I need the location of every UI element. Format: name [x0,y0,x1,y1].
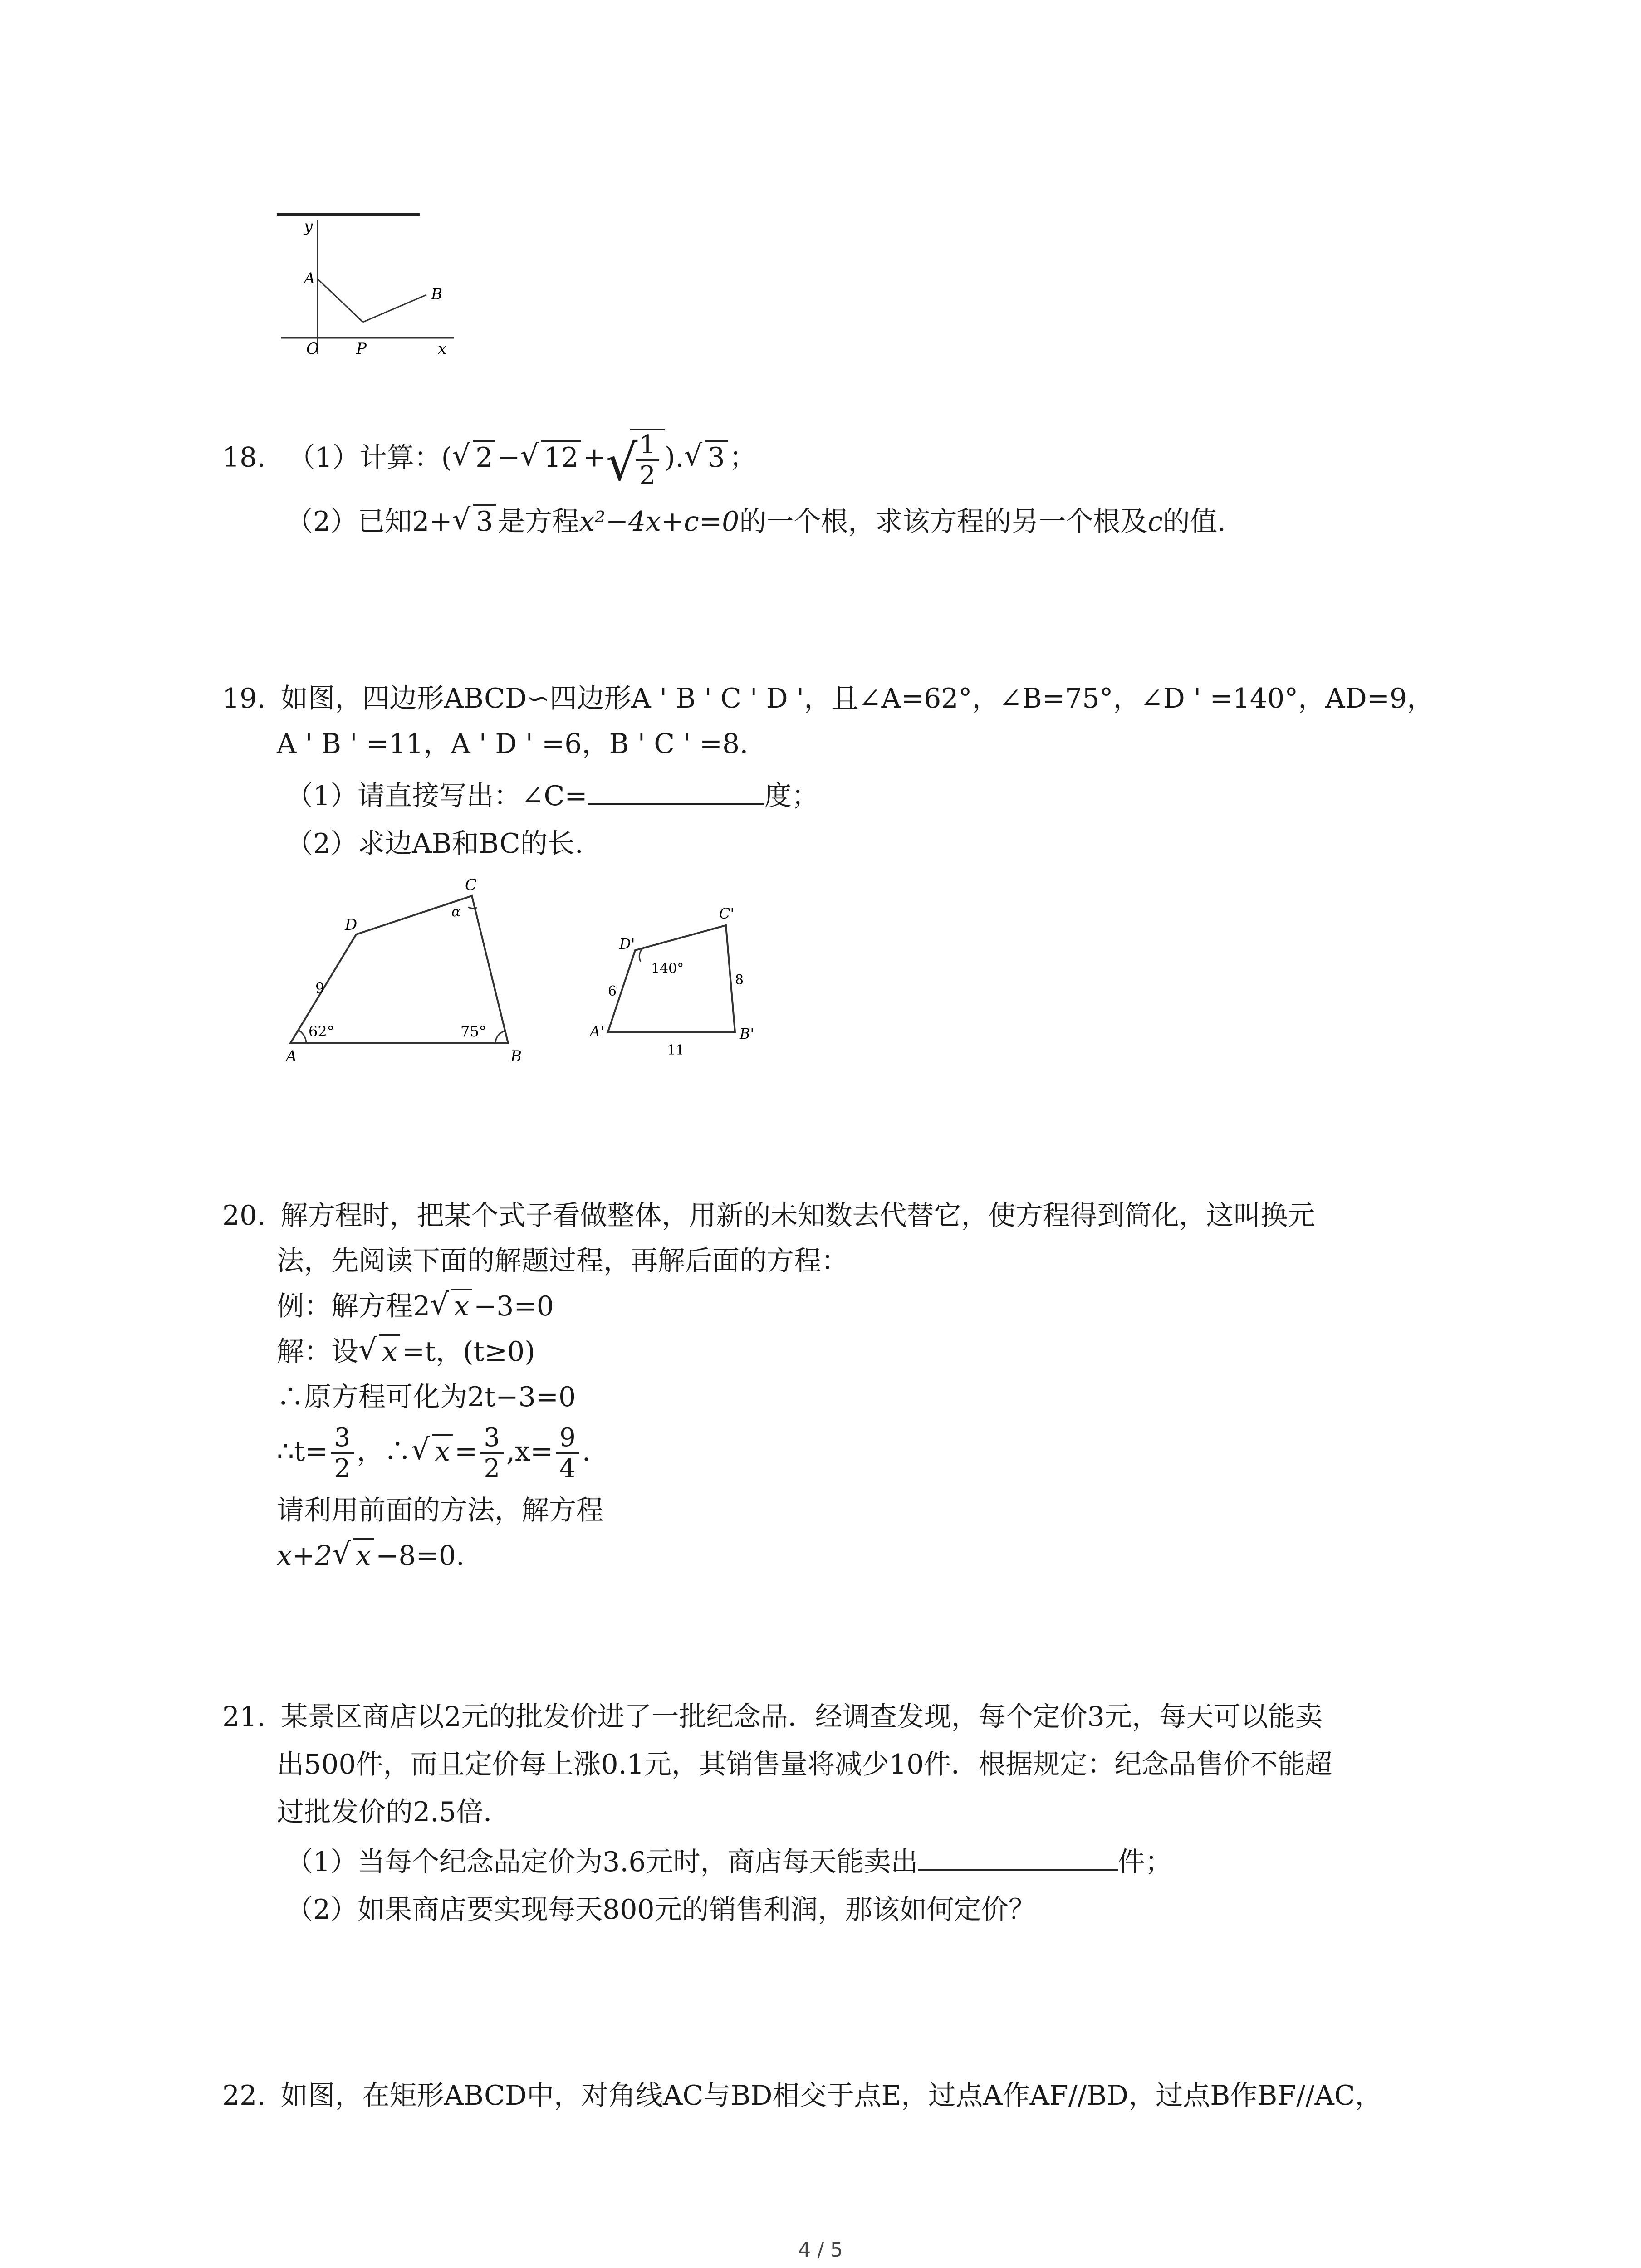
segment-pb [363,295,426,322]
answer-blank-line [277,213,420,216]
figure-17 [272,218,463,358]
q20-step2: ∴t= $\frac{3}{2}$ ，∴√ x = $\frac{3}{2}$ ,x= $\frac{9}{4}$ . [277,1422,591,1483]
q19-part1: （1）请直接写出：∠C= 度； [286,778,819,814]
label-y: y [304,218,313,235]
side-a1b1: 11 [667,1042,685,1058]
label-x: x [438,340,447,358]
angle-d1: 140° [651,961,684,977]
angle-alpha: α [451,904,461,920]
label-a: A [286,1047,297,1066]
label-c: C [465,876,477,894]
label-o: O [306,340,319,358]
page-number: 4 / 5 [798,2239,843,2262]
answer-blank[interactable] [918,1844,1118,1871]
side-b1c1: 8 [735,972,744,988]
q19-line2: A ' B ' =11，A ' D ' =6，B ' C ' =8. [277,728,749,760]
label-b1: B' [740,1025,754,1042]
label-d1: D' [619,935,635,953]
q20-step1: ∴原方程可化为2t−3=0 [277,1381,576,1413]
q20-solution: 解：设√ x =t，(t≥0) [277,1334,535,1370]
q18-line1: 18. （1）计算：(√ 2 −√ 12 + √ $\frac{1}{2}$ ).√ 3 ； [222,429,757,490]
q20-example: 例：解方程2√ x −3=0 [277,1288,554,1325]
label-b: B [431,285,442,303]
q21-part2: （2）如果商店要实现每天800元的销售利润，那该如何定价？ [286,1894,1036,1926]
q18-line2: （2）已知2+√ 3 是方程x²−4x+c=0的一个根，求该方程的另一个根及c的值. [286,503,1226,540]
label-p: P [356,340,367,358]
sqrt-12: √ 12 [520,435,581,480]
q21-part1: （1）当每个纪念品定价为3.6元时，商店每天能卖出 件； [286,1844,1172,1880]
figure-19 [272,862,794,1070]
q20-request: 请利用前面的方法，解方程 [277,1495,603,1526]
question-number: 18. [222,441,266,474]
sqrt-3b: √ 3 [452,503,496,540]
quadrilateral-abcd [290,896,508,1043]
sqrt-3: √ 3 [684,435,727,480]
side-ad: 9 [315,980,325,997]
q20-equation: x+2√ x −8=0. [277,1538,465,1574]
sqrt-2: √ 2 [452,435,495,480]
label-b: B [510,1047,522,1066]
angle-b: 75° [460,1023,486,1040]
q21-line3: 过批发价的2.5倍． [277,1796,511,1828]
side-a1d1: 6 [608,983,617,999]
answer-blank[interactable] [588,778,764,805]
q20-line1: 20. 解方程时，把某个式子看做整体，用新的未知数去代替它，使方程得到简化，这叫换元 [222,1200,1315,1232]
sqrt-half: √ $\frac{1}{2}$ [606,429,665,490]
segment-ap [318,279,363,322]
q21-line2: 出500件，而且定价每上涨0.1元，其销售量将减少10件．根据规定：纪念品售价不能超 [277,1749,1332,1780]
label-d: D [345,916,358,934]
label-a1: A' [590,1023,604,1040]
q22-line1: 22. 如图，在矩形ABCD中，对角线AC与BD相交于点E，过点A作AF//BD，过点B作BF//AC， [222,2080,1382,2112]
q19-part2: （2）求边AB和BC的长. [286,828,583,860]
label-c1: C' [719,905,735,922]
label-a: A [304,269,315,288]
q19-line1: 19. 如图，四边形ABCD∽四边形A ' B ' C ' D '，且∠A=62°，∠B=75°，∠D ' =140°，AD=9， [222,683,1435,714]
angle-a: 62° [309,1023,334,1040]
q21-line1: 21. 某景区商店以2元的批发价进了一批纪念品．经调查发现，每个定价3元，每天可以能卖 [222,1701,1323,1733]
q20-line2: 法，先阅读下面的解题过程，再解后面的方程： [277,1245,848,1277]
